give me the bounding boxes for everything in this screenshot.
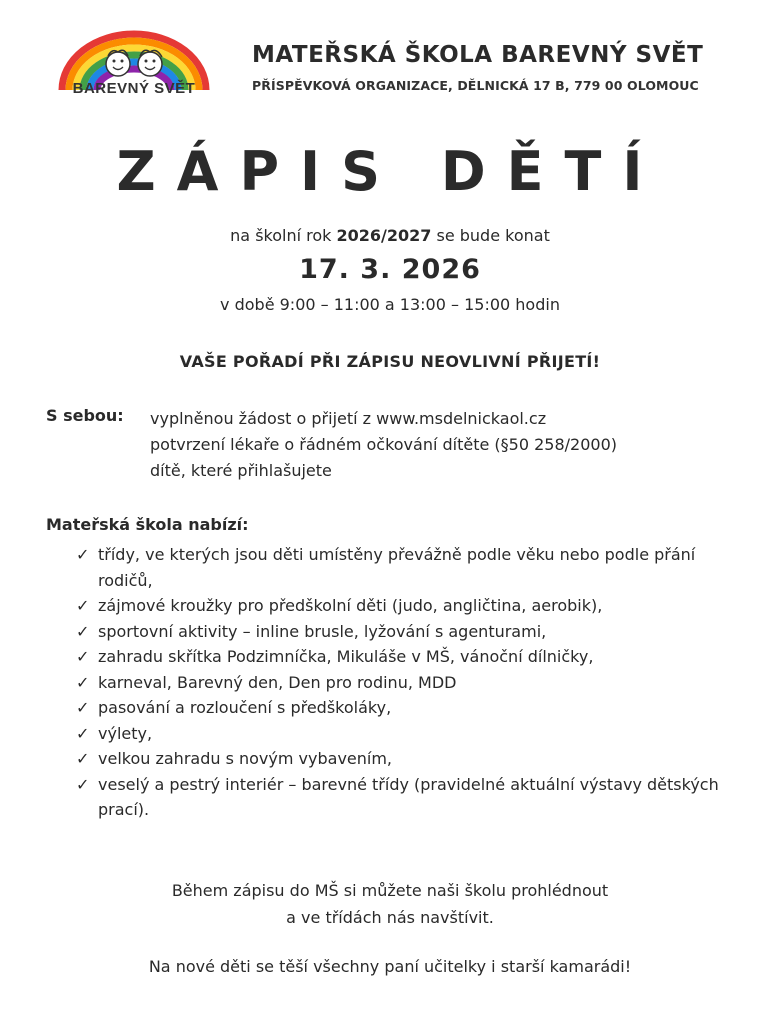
checkmark-icon: ✓ [76, 723, 90, 743]
offer-item [76, 772, 746, 823]
offer-text: sportovní aktivity – inline brusle, lyžování s agenturami, [98, 621, 547, 641]
checkmark-icon: ✓ [76, 621, 90, 641]
offers-title: Mateřská škola nabízí: [46, 515, 249, 534]
offer-text: výlety, [98, 723, 153, 743]
checkmark-icon: ✓ [76, 545, 90, 564]
enrollment-date: 17. 3. 2026 [299, 254, 481, 285]
closing-line: Během zápisu do MŠ si můžete naši školu prohlédnout [171, 881, 609, 900]
offer-item [76, 721, 746, 747]
offer-item [76, 593, 746, 619]
offer-item [76, 695, 746, 721]
closing-line: a ve třídách nás navštívit. [286, 908, 494, 927]
school-year: 2026/2027 [336, 226, 432, 245]
school-logo [54, 30, 214, 102]
year-prefix: na školní rok [230, 226, 337, 245]
enrollment-time: v době 9:00 – 11:00 a 13:00 – 15:00 hodin [220, 295, 560, 314]
school-address: PŘÍSPĚVKOVÁ ORGANIZACE, DĚLNICKÁ 17 B, 779 00 OLOMOUC [252, 78, 699, 93]
offer-text: zájmové kroužky pro předškolní děti (judo, angličtina, aerobik), [98, 596, 603, 615]
bring-item: potvrzení lékaře o řádném očkování dítěte (§50 258/2000) [150, 435, 617, 454]
offer-text: velkou zahradu s novým vybavením, [98, 749, 393, 768]
closing-paragraph [0, 877, 780, 931]
order-warning: VAŠE POŘADÍ PŘI ZÁPISU NEOVLIVNÍ PŘIJETÍ! [179, 352, 601, 371]
page-title: ZÁPIS DĚTÍ [116, 140, 664, 203]
offer-text: třídy, ve kterých jsou děti umístěny převážně podle věku nebo podle přání rodičů, [98, 545, 696, 590]
bring-item: vyplněnou žádost o přijetí z www.msdelnickaol.cz [150, 409, 547, 428]
school-name: MATEŘSKÁ ŠKOLA BAREVNÝ SVĚT [252, 42, 704, 68]
logo-text: BAREVNÝ SVĚT [72, 80, 196, 97]
checkmark-icon: ✓ [76, 749, 90, 768]
offer-item [76, 670, 746, 696]
year-suffix: se bude konat [431, 226, 550, 245]
offer-text: veselý a pestrý interiér – barevné třídy (pravidelné aktuální výstavy dětských prací). [98, 774, 719, 819]
offers-list [76, 542, 746, 823]
offer-text: pasování a rozloučení s předškoláky, [98, 698, 392, 717]
checkmark-icon: ✓ [76, 774, 90, 794]
bring-list [150, 406, 617, 484]
offer-item [76, 619, 746, 645]
offer-text: karneval, Barevný den, Den pro rodinu, MDD [98, 672, 457, 692]
school-year-line [0, 226, 780, 245]
checkmark-icon: ✓ [76, 596, 90, 615]
bring-item: dítě, které přihlašujete [150, 461, 332, 480]
offer-item [76, 542, 746, 593]
offer-text: zahradu skřítka Podzimníčka, Mikuláše v MŠ, vánoční dílničky, [98, 647, 594, 666]
closing-greeting: Na nové děti se těší všechny paní učitelky i starší kamarádi! [148, 957, 632, 976]
checkmark-icon: ✓ [76, 647, 90, 666]
offer-item [76, 746, 746, 772]
checkmark-icon: ✓ [76, 698, 90, 717]
checkmark-icon: ✓ [76, 672, 90, 692]
bring-label: S sebou: [46, 406, 124, 425]
offer-item [76, 644, 746, 670]
